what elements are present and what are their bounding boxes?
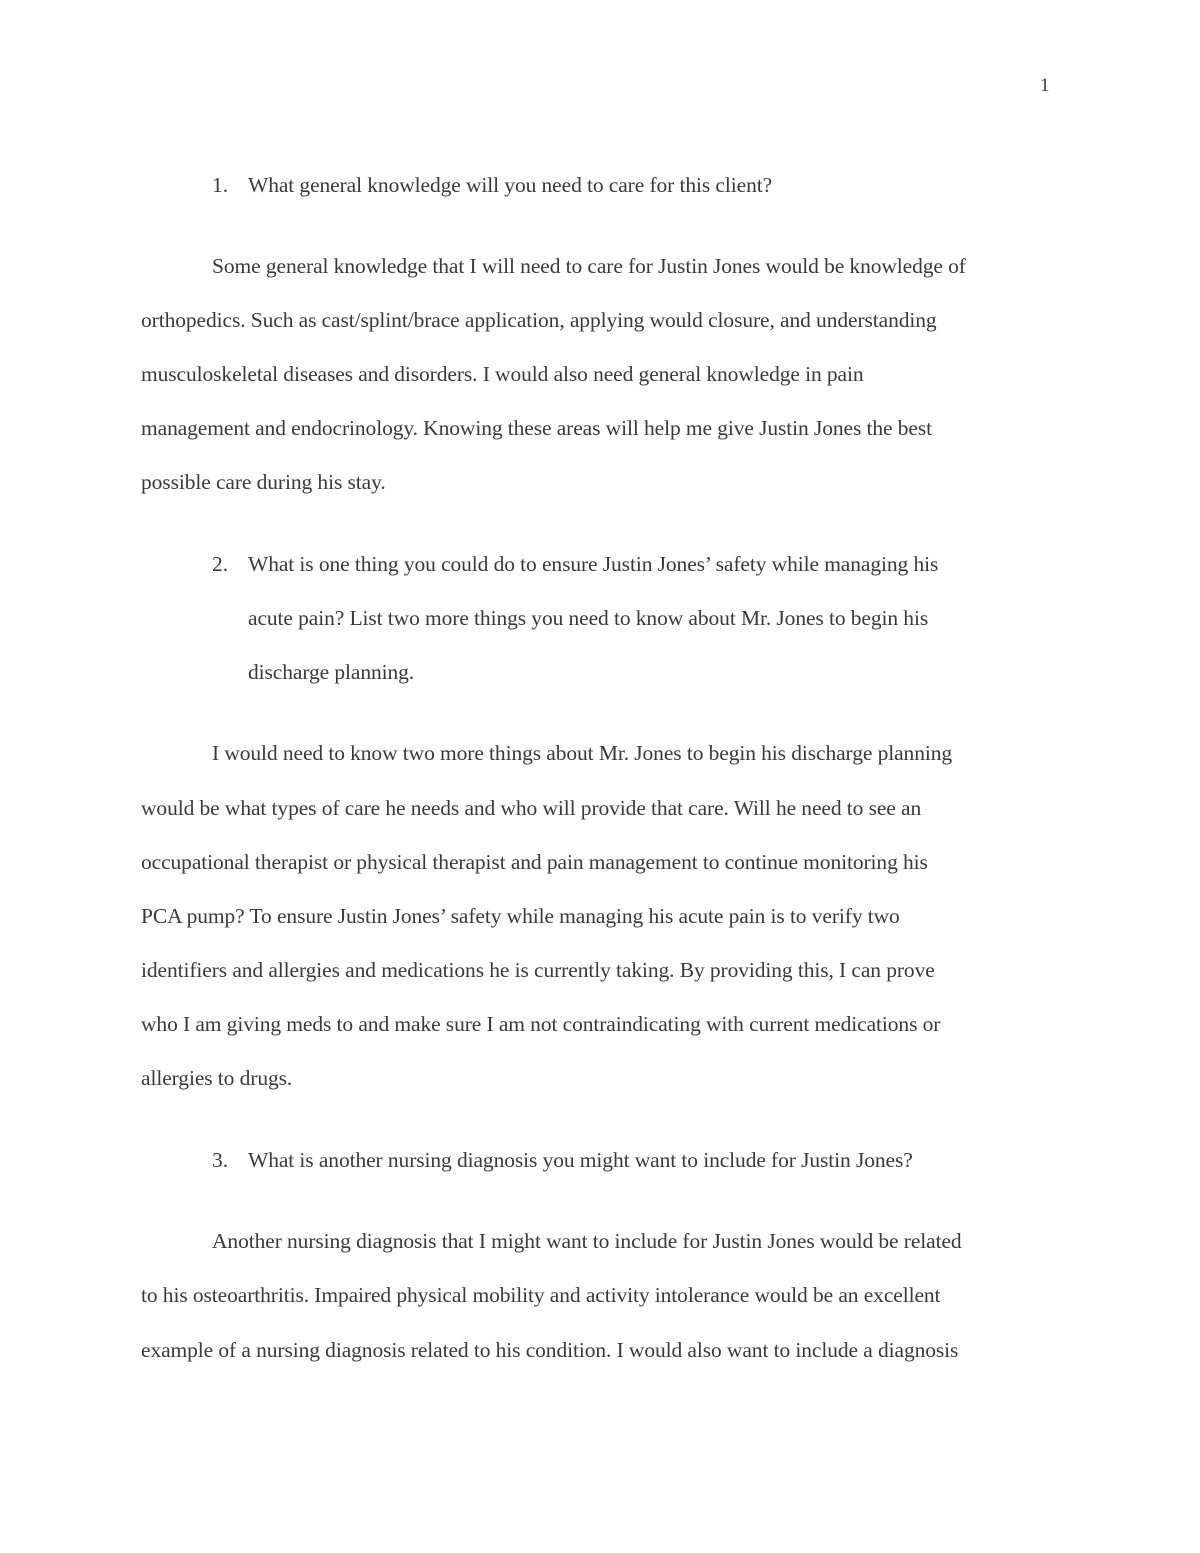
answer-1-line-4: management and endocrinology. Knowing these areas will help me give Justin Jones the best — [141, 416, 932, 440]
question-3-number: 3. — [212, 1148, 229, 1172]
answer-1-line-3: musculoskeletal diseases and disorders. I would also need general knowledge in pain — [141, 362, 864, 386]
answer-2-line-5: identifiers and allergies and medications he is currently taking. By providing this, I can prove — [141, 958, 935, 982]
question-2-line-2: acute pain? List two more things you need to know about Mr. Jones to begin his — [248, 606, 929, 630]
page-number: 1 — [1040, 75, 1050, 96]
answer-1-line-2: orthopedics. Such as cast/splint/brace application, applying would closure, and understanding — [141, 308, 937, 332]
question-1-line-1: What general knowledge will you need to care for this client? — [248, 173, 773, 197]
question-3-line-1: What is another nursing diagnosis you might want to include for Justin Jones? — [248, 1148, 913, 1172]
question-2-line-1: What is one thing you could do to ensure Justin Jones’ safety while managing his — [248, 552, 939, 576]
answer-1-line-1: Some general knowledge that I will need to care for Justin Jones would be knowledge of — [212, 254, 966, 278]
answer-3-line-1: Another nursing diagnosis that I might want to include for Justin Jones would be related — [212, 1229, 962, 1253]
answer-2-line-2: would be what types of care he needs and who will provide that care. Will he need to see an — [141, 796, 922, 820]
answer-3-line-3: example of a nursing diagnosis related to his condition. I would also want to include a diagnosis — [141, 1338, 959, 1362]
answer-1-line-5: possible care during his stay. — [141, 470, 386, 494]
question-2-number: 2. — [212, 552, 229, 576]
question-2-line-3: discharge planning. — [248, 660, 415, 684]
answer-2-line-6: who I am giving meds to and make sure I am not contraindicating with current medications or — [141, 1012, 941, 1036]
answer-2-line-1: I would need to know two more things about Mr. Jones to begin his discharge planning — [212, 741, 953, 765]
answer-2-line-3: occupational therapist or physical therapist and pain management to continue monitoring his — [141, 850, 928, 874]
question-1-number: 1. — [212, 173, 229, 197]
answer-3-line-2: to his osteoarthritis. Impaired physical mobility and activity intolerance would be an excellent — [141, 1283, 941, 1307]
answer-2-line-4: PCA pump? To ensure Justin Jones’ safety while managing his acute pain is to verify two — [141, 904, 900, 928]
answer-2-line-7: allergies to drugs. — [141, 1066, 293, 1090]
